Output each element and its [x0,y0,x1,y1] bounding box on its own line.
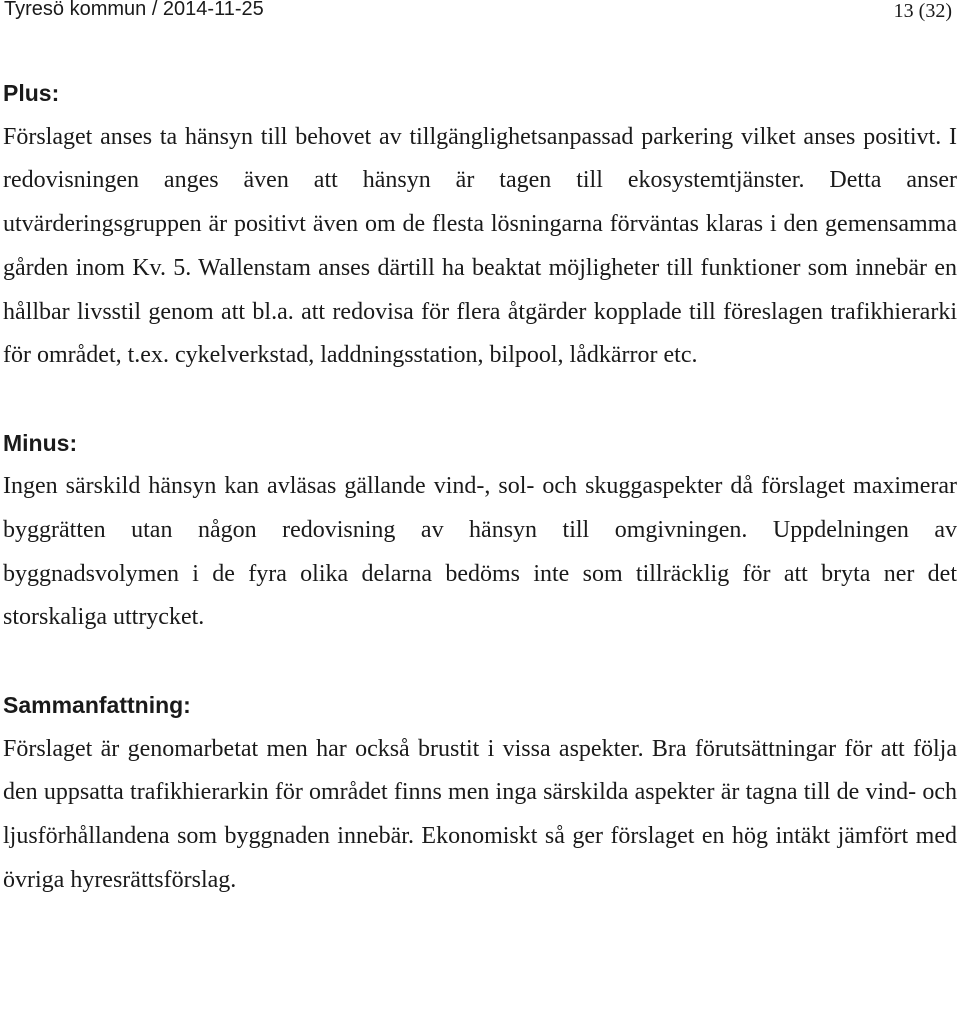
paragraph-minus: Ingen särskild hänsyn kan avläsas gällande vind-, sol- och skuggaspekter då förslaget maximerar byggrätten utan någon redovisning av hänsyn till omgivningen. Uppdelningen av byggnadsvolymen i de fyra olika delarna bedöms inte som tillräcklig för att bryta ner det storskaliga uttrycket. [3,473,957,631]
paragraph-summary: Förslaget är genomarbetat men har också brustit i vissa aspekter. Bra förutsättningar för att följa den uppsatta trafikhierarkin för området finns men inga särskilda aspekter är tagna till de vind- och ljusförhållandena som byggnaden innebär. Ekonomiskt så ger förslaget en hög intäkt jämfört med övriga hyresrättsförslag. [3,735,957,893]
document-body [3,72,957,902]
section-spacer [3,640,957,684]
page-number: 13 (32) [893,0,952,22]
section-plus [3,72,957,378]
section-spacer [3,378,957,422]
section-minus [3,422,957,641]
page-header [0,0,960,30]
header-municipality-date: Tyresö kommun / 2014-11-25 [4,0,264,20]
heading-minus: Minus: [3,429,78,456]
paragraph-plus: Förslaget anses ta hänsyn till behovet av tillgänglighetsanpassad parkering vilket anses positivt. I redovisningen anges även att hänsyn är tagen till ekosystemtjänster. Detta anser utvärderingsgruppen är positivt även om de flesta lösningarna förväntas klaras i den gemensamma gården inom Kv. 5. Wallenstam anses därtill ha beaktat möjligheter till funktioner som innebär en hållbar livsstil genom att bl.a. att redovisa för flera åtgärder kopplade till föreslagen trafikhierarki för området, t.ex. cykelverkstad, laddningsstation, bilpool, lådkärror etc. [3,123,957,369]
section-summary [3,684,957,903]
heading-plus: Plus: [3,80,60,106]
heading-summary: Sammanfattning: [3,691,191,718]
